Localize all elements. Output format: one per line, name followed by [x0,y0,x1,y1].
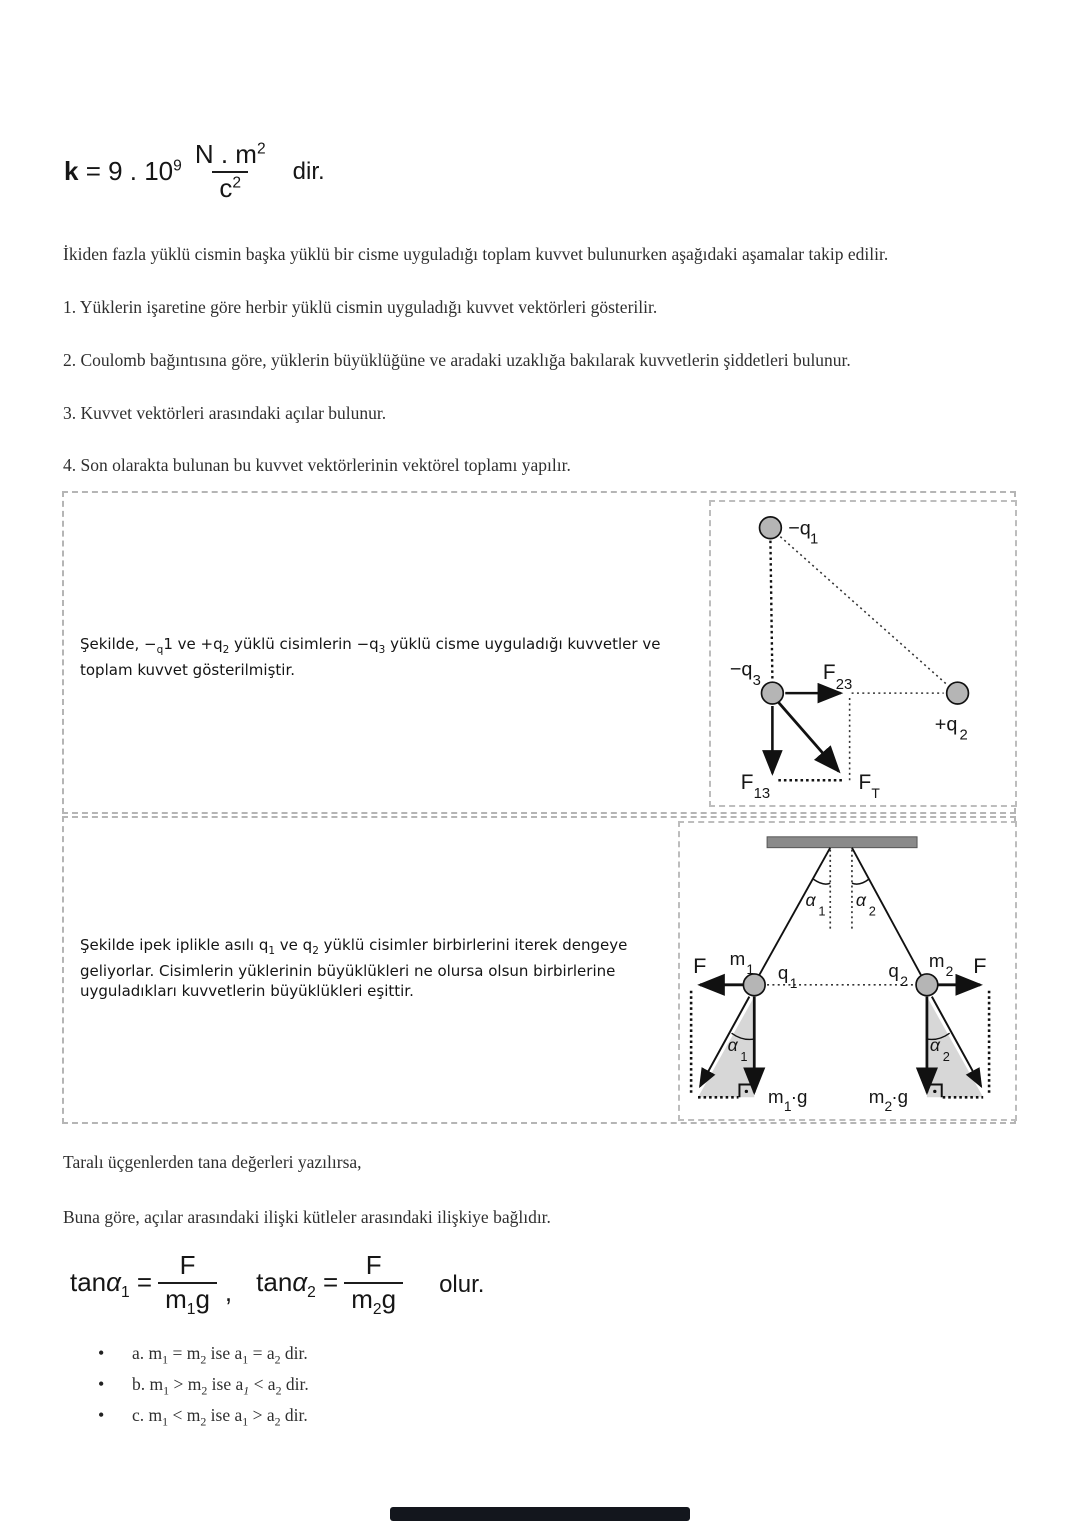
figure2-caption: Şekilde ipek iplikle asılı $q_1$ ve $q_2$ yüklü cisimler birbirlerini iterek dengeye geliyorlar. Cisimlerin yüklerinin büyüklükleri ne olursa olsun birbirlerine uyguladıkları kuvvetlerin büyüklükleri eşittir. [80,936,628,1000]
step-4: 4. Son olarakta bulunan bu kuvvet vektörlerinin vektörel toplamı yapılır. [63,455,571,475]
tan2-numerator: F [365,1250,382,1280]
charge-q2-label-sub: 2 [959,727,968,744]
weight-m2g-label-sub: 2 [884,1098,893,1115]
angle-alpha1-top-label: α [805,889,816,910]
formula-comma: , [224,1276,233,1307]
dotted-distance-lines [770,537,947,781]
charge-q1-label: −q [788,517,811,540]
charge-q1-label-sub: 1 [810,531,819,548]
ball-q1-circle [743,974,765,996]
formula-k-denominator: $c^2$ [212,171,248,205]
tan2-lhs: tanα$_2$ = [256,1267,339,1302]
angle-alpha1-bottom-label: α [727,1034,738,1055]
weight-m2g-label: m [868,1086,885,1108]
figure2-panel [62,816,1016,1124]
force-ft-arrow [777,701,838,771]
tan1-lhs: tanα$_1$ = [70,1267,153,1302]
figure1-diagram [709,500,1017,807]
figure1-panel [62,491,1016,814]
intro-paragraph: İkiden fazla yüklü cismin başka yüklü bir cisme uyguladığı toplam kuvvet bulunurken aşağıdaki aşamalar takip edilir. [63,244,889,264]
pendulum-charges-figure [680,823,1015,1119]
weight-m1g-label-tail: ·g [790,1086,808,1108]
tangent-formula [70,1250,484,1320]
force-ft-label-sub: T [871,785,880,802]
angle-alpha2-top-label: α [855,889,867,910]
angle-alpha2-bottom-sub: 2 [942,1048,950,1064]
tangent-intro-line: Taralı üçgenlerden tana değerleri yazılırsa, [63,1152,362,1172]
charge-q1-label: q [777,961,789,983]
angles-masses-line: Buna göre, açılar arasındaki ilişki kütleler arasındaki ilişkiye bağlıdır. [63,1207,551,1227]
ball-q2-circle [916,974,938,996]
weight-m1g-label-sub: 1 [783,1098,792,1115]
step-2: 2. Coulomb bağıntısına göre, yüklerin büyüklüğüne ve aradaki uzaklığa bakılarak kuvvetlerin şiddetleri bulunur. [63,350,851,370]
figure1-caption: Şekilde, $-_q1$ ve $+q_2$ yüklü cisimlerin $-q_3$ yüklü cisme uyguladığı kuvvetler ve toplam kuvvet gösterilmiştir. [80,635,661,679]
formula-k-fraction [188,139,273,205]
force-f13-label-sub: 13 [753,786,771,803]
list-item-c: • c. $m_1 < m_2$ ise $a_1 > a_2$ dir. [96,1405,309,1430]
charge-q2-label-sub: 2 [900,972,908,989]
force-right-label: F [973,952,987,978]
charge-q2-label: q [888,959,899,981]
tan2-fraction [344,1250,403,1320]
step-1: 1. Yüklerin işaretine göre herbir yüklü cismin uyguladığı kuvvet vektörleri gösterilir. [63,297,658,317]
force-f23-label: F [822,661,836,685]
mass-m1-label-sub: 1 [746,960,755,977]
home-indicator [390,1507,690,1521]
force-vectors [772,693,840,773]
strings [758,848,922,977]
step-3: 3. Kuvvet vektörleri arasındaki açılar bulunur. [63,403,387,423]
charge-q1-label-sub: 1 [789,974,798,991]
list-item-a: • a. $m_1 = m_2$ ise $a_1 = a_2$ dir. [96,1343,309,1368]
weight-m1g-label: m [768,1086,784,1108]
force-left-label: F [693,952,707,978]
force-f23-label-sub: 23 [835,677,853,694]
formula-k-lhs: k = 9 . $10^9$ [64,156,182,187]
tan2-denominator: $m_2g$ [344,1282,403,1320]
mass-m1-label: m [729,948,746,970]
mass-angle-cases-list [96,1343,309,1436]
force-f13-label: F [740,771,754,795]
charge-q2-circle [947,682,969,704]
angle-alpha2-bottom-label: α [929,1034,941,1055]
angle-alpha1-top-sub: 1 [818,903,826,919]
tan1-denominator: $m_1g$ [158,1282,217,1320]
tan1-numerator: F [179,1250,196,1280]
three-charge-figure [711,502,1015,805]
charge-q3-circle [762,682,784,704]
charge-q3-label-sub: 3 [752,673,761,690]
tan1-fraction [158,1250,217,1320]
coulomb-constant-formula [64,139,325,205]
mass-m2-label-sub: 2 [945,962,954,979]
list-item-b: • b. $m_1 > m_2$ ise $a_1 < a_2$ dir. [96,1374,309,1399]
charge-q1-circle [760,517,782,539]
charge-q3-label: −q [729,658,753,681]
formula-tan-suffix: olur. [439,1271,485,1298]
mass-m2-label: m [928,950,945,972]
formula-k-suffix: dir. [292,157,325,185]
charge-q2-label: +q [934,713,958,736]
angle-alpha1-bottom-sub: 1 [740,1048,748,1064]
weight-m2g-label-tail: ·g [891,1086,909,1108]
ceiling-bar [767,837,917,848]
force-ft-label: F [858,771,872,795]
formula-k-numerator: N . $m^2$ [194,139,266,169]
figure2-diagram [678,821,1017,1121]
angle-alpha2-top-sub: 2 [868,903,876,919]
